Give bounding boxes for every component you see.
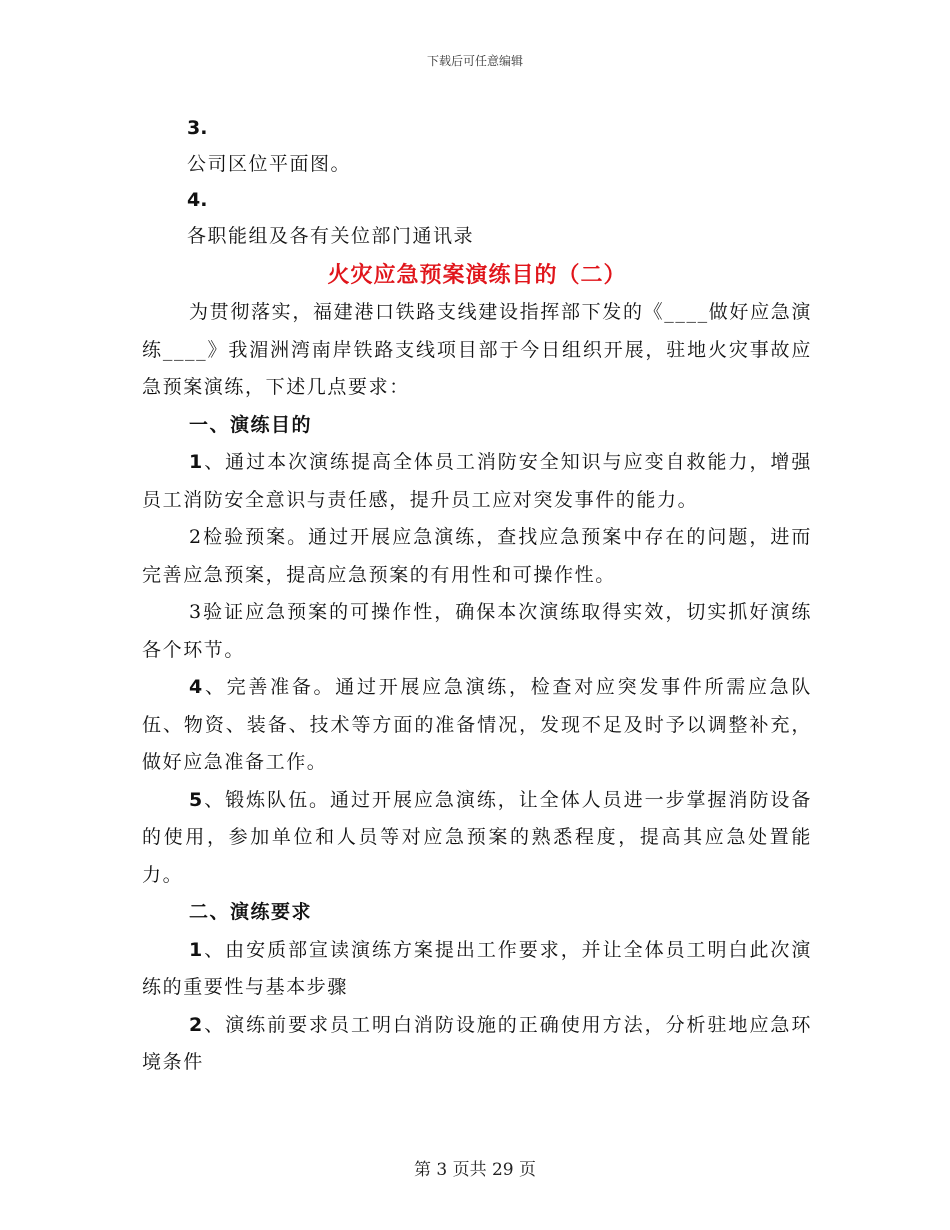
paragraph-text: 、锻炼队伍。通过开展应急演练，让全体人员进一步掌握消防设备的使用，参加单位和人员等对应急预案的熟悉程度，提高其应急处置能力。 xyxy=(142,788,812,886)
list-item-4-text: 各职能组及各有关位部门通讯录 xyxy=(187,225,475,247)
paragraph-intro: 为贯彻落实，福建港口铁路支线建设指挥部下发的《____做好应急演练____》我湄洲湾南岸铁路支线项目部于今日组织开展，驻地火灾事故应急预案演练，下述几点要求： xyxy=(142,301,812,398)
paragraph-purpose-1 xyxy=(142,444,812,519)
list-number-4: 4. xyxy=(187,189,208,211)
paragraph-number: 1 xyxy=(189,938,204,961)
paragraph-purpose-4 xyxy=(142,669,812,782)
page-header: 下载后可任意编辑 xyxy=(426,54,523,68)
paragraph-text: 、演练前要求员工明白消防设施的正确使用方法，分析驻地应急环境条件 xyxy=(142,1013,812,1073)
paragraph-purpose-3: 3验证应急预案的可操作性，确保本次演练取得实效，切实抓好演练各个环节。 xyxy=(142,601,812,661)
paragraph-purpose-2: 2检验预案。通过开展应急演练，查找应急预案中存在的问题，进而完善应急预案，提高应急预案的有用性和可操作性。 xyxy=(142,526,812,586)
paragraph-text: 、通过本次演练提高全体员工消防安全知识与应变自救能力，增强员工消防安全意识与责任感，提升员工应对突发事件的能力。 xyxy=(142,451,812,511)
paragraph-text: 、由安质部宣读演练方案提出工作要求，并让全体员工明白此次演练的重要性与基本步骤 xyxy=(142,938,812,998)
paragraph-purpose-5 xyxy=(142,782,812,895)
paragraph-number: 4 xyxy=(189,676,204,698)
section-heading-requirements: 二、演练要求 xyxy=(189,901,313,923)
list-item-3-text: 公司区位平面图。 xyxy=(187,153,352,175)
paragraph-text: 、完善准备。通过开展应急演练，检查对应突发事件所需应急队伍、物资、装备、技术等方面的准备情况，发现不足及时予以调整补充，做好应急准备工作。 xyxy=(142,676,812,773)
page-footer: 第 3 页共 29 页 xyxy=(413,1160,537,1180)
section-title: 火灾应急预案演练目的（二） xyxy=(327,262,627,288)
list-number-3: 3. xyxy=(187,117,208,139)
paragraph-number: 1 xyxy=(189,451,204,473)
paragraph-number: 5 xyxy=(189,788,204,811)
paragraph-requirement-1 xyxy=(142,932,812,1007)
document-body xyxy=(142,110,812,1082)
paragraph-number: 2 xyxy=(189,1013,204,1036)
section-heading-purpose: 一、演练目的 xyxy=(189,413,313,436)
paragraph-requirement-2 xyxy=(142,1007,812,1082)
